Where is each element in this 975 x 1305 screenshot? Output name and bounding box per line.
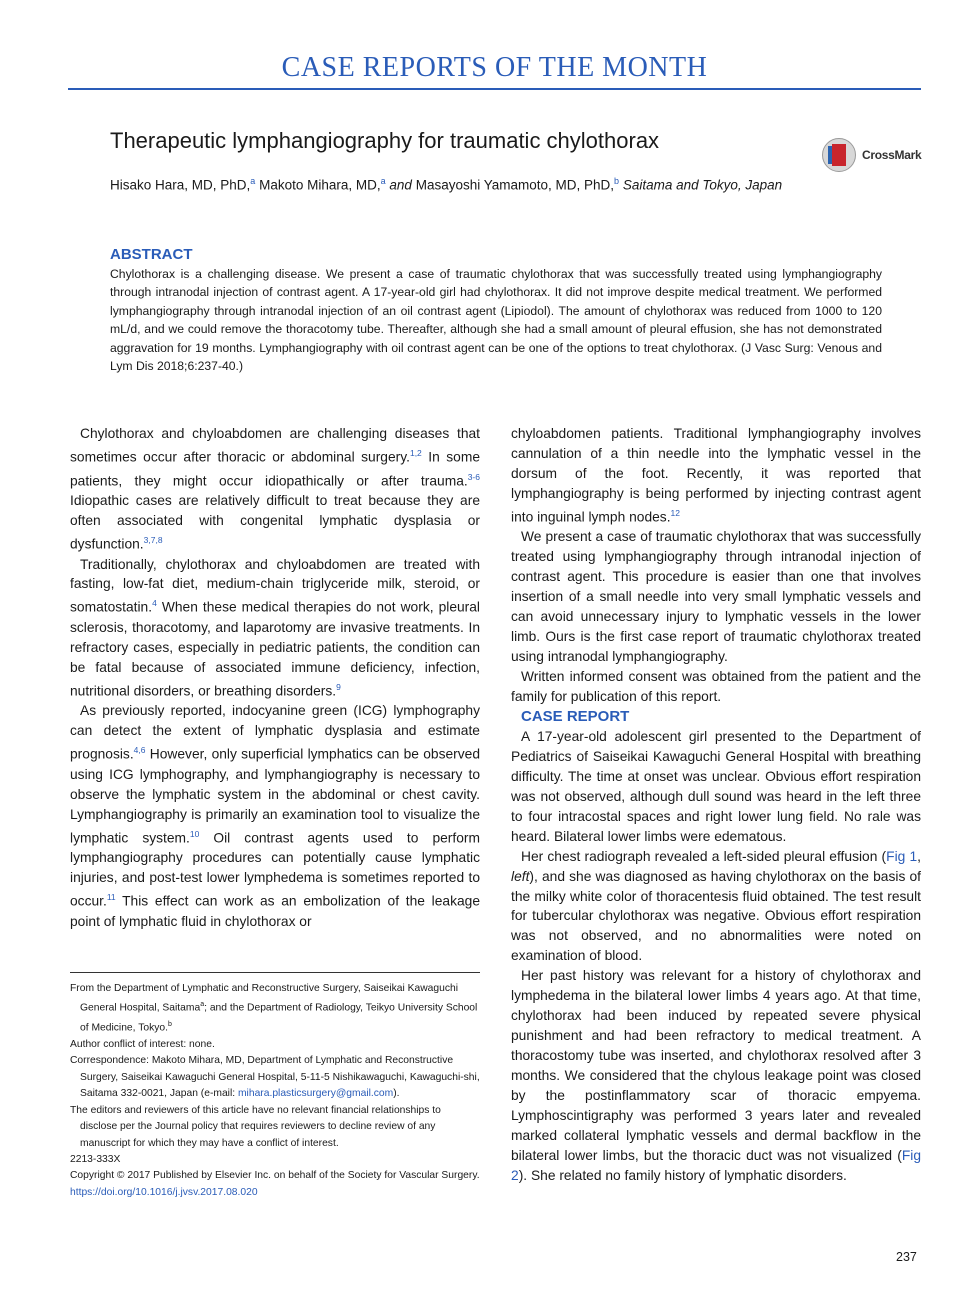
footnote-divider [70, 972, 480, 973]
citation-link[interactable]: 12 [670, 507, 681, 518]
figure-link[interactable]: Fig 2 [511, 1147, 921, 1183]
citation-link[interactable]: 4 [152, 598, 157, 609]
author-1: Hisako Hara, MD, PhD, [110, 177, 251, 193]
body-paragraph: Her past history was relevant for a history of chylothorax and lymphedema in the bilateral lower limbs 4 years ago. At that time, chylothorax had been induced by repeated severe physical punishment and had been refractory to medical treatment. A thoracostomy tube was inserted, and chylothorax resolved after 3 months. We considered that the chylous leakage point was closed by the postinflammatory scar of thoracic empyema. Lymphoscintigraphy was performed 3 years later and revealed marked collateral lymphatic vessels and dermal backflow in the bilateral lower limbs, but the thoracic duct was not visualized (Fig 2). She related no family history of lymphatic disorders. [511, 968, 921, 1183]
body-paragraph: Traditionally, chylothorax and chyloabdomen are treated with fasting, low-fat diet, medium-chain triglyceride milk, steroid, or somatostatin.$^4$ When these medical therapies do not work, pleural sclerosis, thoracotomy, and laparotomy are invasive treatments. In refractory cases, especially in pediatric patients, the condition can be fatal because of associated immune deficiency, infection, nutritional disorders, or breathing disorders.$^9$ [70, 556, 480, 699]
author-list [110, 170, 830, 197]
author-3-affiliation[interactable]: b [614, 176, 620, 186]
citation-link[interactable]: 11 [106, 892, 116, 903]
body-paragraph: We present a case of traumatic chylothorax that was successfully treated using lymphangiography through intranodal injection of contrast agent. This procedure is easier than one that involves insertion of a small needle into very small lymphatic vessels and can avoid unnecessary injury to lymphatic vessels in the lower limb. Ours is the first case report of traumatic chylothorax treated using intranodal lymphangiography. [511, 529, 921, 665]
author-1-affiliation[interactable]: a [250, 176, 256, 186]
article-title: Therapeutic lymphangiography for traumatic chylothorax [110, 128, 660, 153]
abstract-heading: ABSTRACT [110, 246, 193, 263]
body-column-right [511, 424, 921, 1186]
body-paragraph: Chylothorax and chyloabdomen are challenging diseases that sometimes occur after thoracic or abdominal surgery.$^{1,2}$ In some patients, they might occur idiopathically or after trauma.$^{3-6}$ Idiopathic cases are relatively difficult to treat because they are often associated with congenital lymphatic dysplasia or dysfunction.$^{3,7,8}$ [70, 426, 480, 552]
citation-link[interactable]: 1,2 [409, 447, 422, 458]
footnote-affiliations: From the Department of Lymphatic and Reconstructive Surgery, Saiseikai Kawaguchi General Hospital, Saitama$^a$; and the Department of Radiology, Teikyo University School of Medicine, Tokyo.$^b$ [70, 983, 478, 1034]
author-3: Masayoshi Yamamoto, MD, PhD, [415, 177, 615, 193]
journal-section-title: CASE REPORTS OF THE MONTH [281, 52, 708, 83]
footnote-copyright: Copyright © 2017 Published by Elsevier Inc. on behalf of the Society for Vascular Surgery. [70, 1170, 480, 1182]
body-paragraph: chyloabdomen patients. Traditional lymphangiography involves cannulation of a thin needle into the lymphatic vessel in the dorsum of the foot. Recently, it was reported that lymphangiography is being performed by injecting contrast agent into inguinal lymph nodes.$^{12}$ [511, 426, 921, 525]
journal-section-header [68, 52, 921, 90]
email-link[interactable]: mihara.plasticsurgery@gmail.com [237, 1088, 394, 1100]
author-2-affiliation[interactable]: a [380, 176, 386, 186]
page-number: 237 [896, 1250, 917, 1264]
citation-link[interactable]: 3,7,8 [143, 534, 163, 545]
doi-link[interactable]: https://doi.org/10.1016/j.jvsv.2017.08.020 [70, 1186, 258, 1198]
crossmark-button[interactable] [822, 136, 932, 176]
footnote-issn: 2213-333X [70, 1153, 121, 1165]
body-paragraph: Her chest radiograph revealed a left-sided pleural effusion (Fig 1, left), and she was diagnosed as having chylothorax on the basis of the milky white color of thoracentesis fluid obtained. The test result for tubercular chylothorax was negative. Obvious effort respiration was not observed, and no abnormalities were noted on examination of blood. [511, 848, 921, 964]
crossmark-label: CrossMark [862, 148, 922, 162]
body-paragraph: Written informed consent was obtained from the patient and the family for publication of this report. [511, 669, 921, 704]
author-and: and [389, 177, 412, 193]
footnote-conflict: Author conflict of interest: none. [70, 1039, 215, 1051]
citation-link[interactable]: 3-6 [467, 471, 480, 482]
citation-link[interactable]: 4,6 [133, 745, 146, 756]
body-paragraph: A 17-year-old adolescent girl presented to the Department of Pediatrics of Saiseikai Kawaguchi General Hospital with breathing difficulty. The time at onset was unclear. Obvious effort respiration was not observed, although dull sound was heard in the left three to four intracostal spaces and right lower lung field. No rale was heard. Bilateral lower limbs were edematous. [511, 728, 921, 844]
figure-link[interactable]: Fig 1 [886, 848, 918, 864]
body-paragraph: As previously reported, indocyanine green (ICG) lymphography can detect the extent of lymphatic dysplasia and estimate prognosis.$^{4,6}$ However, only superficial lymphatics can be observed using ICG lymphography, and lymphangiography is necessary to observe the lymphatic system in the abdominal or chest cavity. Lymphangiography is primarily an examination tool to visualize the lymphatic system.$^{10}$ Oil contrast agents used to perform lymphangiography procedures can potentially cause lymphatic injuries, and post-test lower lymphedema is sometimes reported to occur.$^{11}$ This effect can work as an embolization of the leakage point of lymphatic fluid in chylothorax or [70, 703, 480, 929]
author-2: Makoto Mihara, MD, [259, 177, 381, 193]
crossmark-icon-red [832, 144, 846, 166]
citation-link[interactable]: 10 [189, 828, 200, 839]
abstract-text: Chylothorax is a challenging disease. We present a case of traumatic chylothorax that was successfully treated using lymphangiography through intranodal injection of contrast agent. A 17-year-old girl had chylothorax. It did not improve despite medical treatment. We performed lymphangiography through intranodal injection of an oil contrast agent (Lipiodol). The amount of chylothorax was reduced from 1000 to 120 mL/d, and we could remove the thoracotomy tube. Thereafter, although she had a small amount of pleural effusion, she has not demonstrated aggravation for 19 months. Lymphangiography with oil contrast agent can be one of the options to treat chylothorax. (J Vasc Surg: Venous and Lym Dis 2018;6:237-40.) [110, 267, 882, 374]
footnotes [70, 981, 480, 1201]
citation-link[interactable]: 9 [336, 681, 341, 692]
body-column-left [70, 424, 480, 932]
author-location: Saitama and Tokyo, Japan [622, 177, 783, 193]
case-report-heading: CASE REPORT [521, 707, 630, 725]
footnote-correspondence: Correspondence: Makoto Mihara, MD, Department of Lymphatic and Reconstructive Surgery, Saiseikai Kawaguchi General Hospital, 5-11-5 Nishikawaguchi, Kawaguchi-shi, Saitama 332-0021, Japan (e-mail: mihara.plasticsurgery@gmail.com). [70, 1055, 480, 1100]
footnote-editors: The editors and reviewers of this article have no relevant financial relationships to disclose per the Journal policy that requires reviewers to decline review of any manuscript for which they may have a conflict of interest. [70, 1104, 441, 1149]
